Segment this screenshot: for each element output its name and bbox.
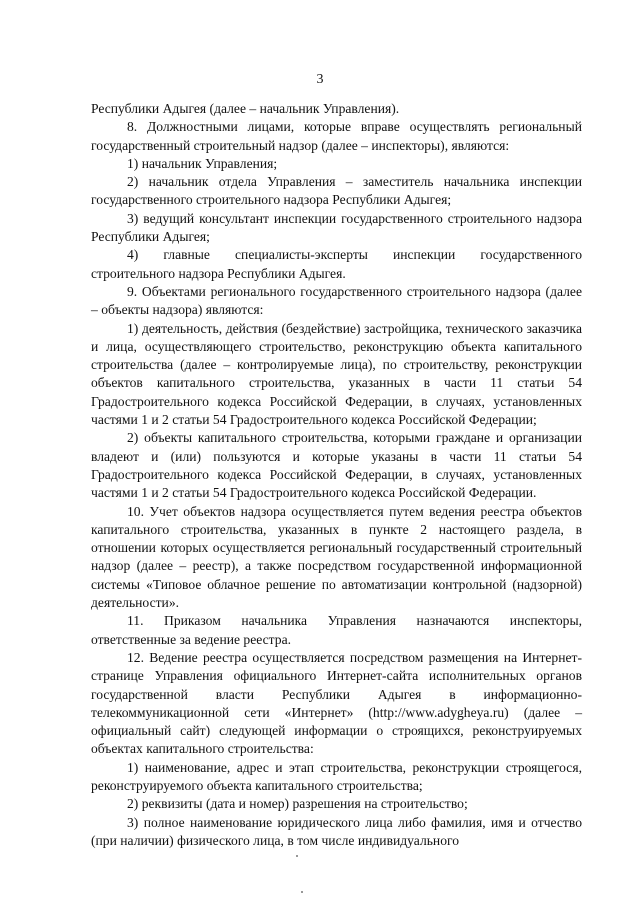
paragraph: 9. Объектами регионального государственного строительного надзора (далее – объекты надзора) являются: bbox=[91, 283, 582, 318]
paragraph: 2) реквизиты (дата и номер) разрешения на строительство; bbox=[127, 796, 468, 812]
paragraph: 1) начальник Управления; bbox=[127, 155, 278, 171]
paragraph: 1) деятельность, действия (бездействие) застройщика, технического заказчика и лица, осуществляющего строительство, реконструкцию объекта капитального строительства (далее – контролируемые лица), по строительству, реконструкции объектов капитального строительства, указанных в части 11 статьи 54 Градостроительного кодекса Российской Федерации, в случаях, установленных частями 1 и 2 статьи 54 Градостроительного кодекса Российской Федерации; bbox=[91, 320, 582, 428]
paragraph: 4) главные специалисты-эксперты инспекции государственного строительного надзора Республики Адыгея. bbox=[91, 247, 582, 281]
paragraph: 8. Должностными лицами, которые вправе осуществлять региональный государственный строительный надзор (далее – инспекторы), являются: bbox=[91, 119, 582, 153]
paragraph: 2) объекты капитального строительства, которыми граждане и организации владеют и (или) пользуются и которые указаны в части 11 статьи 54 Градостроительного кодекса Российской Федерации, в случаях, установленных частями 1 и 2 статьи 54 Градостроительного кодекса Российской Федерации. bbox=[91, 430, 582, 501]
scan-speck bbox=[301, 891, 303, 893]
paragraph: Республики Адыгея (далее – начальник Управления). bbox=[91, 101, 400, 116]
paragraph: 3) ведущий консультант инспекции государственного строительного надзора Республики Адыгея; bbox=[91, 210, 582, 245]
paragraph: 1) наименование, адрес и этап строительства, реконструкции строящегося, реконструируемого объекта капитального строительства; bbox=[91, 759, 582, 793]
paragraph: 3) полное наименование юридического лица либо фамилия, имя и отчество (при наличии) физического лица, в том числе индивидуального bbox=[91, 814, 582, 848]
paragraph: 11. Приказом начальника Управления назначаются инспекторы, ответственные за ведение реестра. bbox=[91, 613, 582, 647]
page-number: 3 bbox=[316, 72, 324, 87]
paragraph: 10. Учет объектов надзора осуществляется путем ведения реестра объектов капитального строительства, указанных в пункте 2 настоящего раздела, в отношении которых осуществляется региональный государственный строительный надзор (далее – реестр), а также посредством государственной информационной системы «Типовое облачное решение по автоматизации контрольной (надзорной) деятельности». bbox=[91, 503, 582, 611]
paragraph: 12. Ведение реестра осуществляется посредством размещения на Интернет-странице Управления официального Интернет-сайта исполнительных органов государственной власти Республики Адыгея в информационно-телекоммуникационной сети «Интернет» (http://www.adygheya.ru) (далее – официальный сайт) следующей информации о строящихся, реконструируемых объектах капитального строительства: bbox=[91, 649, 582, 757]
document-body bbox=[91, 100, 582, 850]
paragraph: 2) начальник отдела Управления – заместитель начальника инспекции государственного строительного надзора Республики Адыгея; bbox=[91, 174, 582, 208]
scan-speck bbox=[296, 855, 298, 857]
